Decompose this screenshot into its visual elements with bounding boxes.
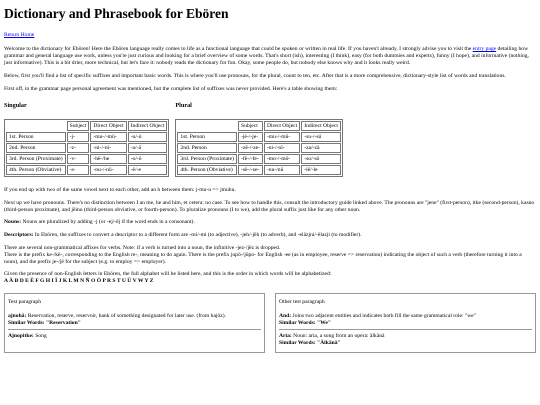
dictionary-entry: [8, 333, 261, 340]
table-cell: -j-: [67, 132, 90, 142]
descriptors-text: In Ebören, the suffixes to convert a descriptor to a different form are -mi/-mi (to adjective), -jeh/-jëh (to adverb), and -eläzjni/-ëlazji (to modifier).: [33, 232, 362, 239]
left-test-box: [4, 293, 265, 353]
table-row: [6, 132, 167, 142]
table-row: [177, 154, 341, 164]
alphabet-paragraph: [4, 271, 536, 285]
table-row: [6, 143, 167, 153]
table-cell: 2nd. Person: [6, 143, 66, 153]
table-cell: -mu-/-mü-: [90, 132, 126, 142]
table-row: [177, 143, 341, 153]
table-cell: 3rd. Person (Proximate): [6, 154, 66, 164]
entry-page-link[interactable]: entry page: [472, 46, 497, 53]
table-cell: -hë-/he: [90, 154, 126, 164]
descriptors-label: Descriptors:: [4, 232, 34, 239]
page-title: Dictionary and Phrasebook for Ebören: [4, 6, 229, 21]
return-home-link[interactable]: Return Home: [4, 32, 35, 39]
table-cell: -su-/-sü: [301, 132, 341, 142]
table-cell: 1st. Person: [177, 132, 237, 142]
dictionary-entry: [279, 313, 532, 331]
similar-words: "We": [315, 319, 332, 326]
test-paragraph-boxes: [4, 293, 536, 353]
singular-block: [4, 102, 169, 177]
similar-words-label: Similar Words:: [279, 340, 316, 347]
table-cell: 1st. Person: [6, 132, 66, 142]
nouns-text: Nouns are pluralized by adding -j (or -ej/-ëj if the word ends in a consonant).: [21, 219, 195, 226]
entry-definition: Song: [33, 333, 47, 340]
table-cell: -v-: [67, 154, 90, 164]
table-header-cell: Direct Object: [90, 121, 126, 131]
table-cell: 3rd. Person (Proximate): [177, 154, 237, 164]
box-caption: Other test paragraph: [279, 299, 325, 306]
suffixes-paragraph: Below, first you'll find a list of specific suffixes and important basic words. This is where you'll use pronouns, for the plural, count to ten, etc. After that is a more comprehensive, dictionary-style list of words and translations.: [4, 72, 506, 79]
table-cell: -so/-sö: [301, 154, 341, 164]
entry-definition: Reservation, reserve, reservoir, bank of something designated for later use. (from hajöz).: [26, 312, 227, 319]
box-caption: Test paragraph: [8, 299, 41, 306]
table-cell: -o/-ö: [128, 154, 168, 164]
entry-word: Aria:: [279, 333, 292, 340]
table-header-cell: Direct Object: [264, 121, 300, 131]
entry-definition: Joins two adjacent entities and indicates both fill the same grammatical role: "we": [291, 312, 477, 319]
table-row: [6, 154, 167, 164]
table-cell: -ë/-e: [128, 165, 168, 175]
table-cell: -a/-ä: [128, 143, 168, 153]
table-cell: -zë-/-ze-: [238, 143, 263, 153]
table-cell: 4th. Person (Obviative): [177, 165, 237, 175]
table-cell: -së-/-se-: [238, 165, 263, 175]
table-header-row: [177, 121, 341, 131]
singular-heading: Singular: [4, 102, 27, 110]
similar-words-label: Similar Words:: [279, 319, 316, 326]
similar-words-label: Similar Words:: [8, 319, 45, 326]
alphabet-letters: A Ä B D E Ë F G H I Ï J K L M N Ñ O Ö P R S T U Ü V W Y Z: [4, 278, 154, 285]
agreement-paragraph: First off, in the grammar page personal agreement was mentioned, but the complete list of suffixes was never provided. Here's a table showing them:: [4, 85, 338, 92]
dictionary-entry: [279, 333, 532, 347]
entry-word: Ajnopitke:: [8, 333, 34, 340]
table-cell: -u/-ü: [128, 132, 168, 142]
suffix-tables: [4, 102, 536, 177]
table-cell: -nu-/nü: [264, 165, 300, 175]
table-cell: -jë-/-je-: [238, 132, 263, 142]
table-cell: 2nd. Person: [177, 143, 237, 153]
table-cell: -lë/-le: [301, 165, 341, 175]
table-cell: -nu-/-nü-: [90, 165, 126, 175]
table-cell: -mu-/-mü-: [264, 132, 300, 142]
table-header-row: [6, 121, 167, 131]
intro-text-before: Welcome to the dictionary for Ebören! Here the Ebören language really comes to life as a functional language that could be spoken or written in real life. If you haven't already, I strongly advise you to visit the: [4, 46, 473, 53]
plural-block: [175, 102, 343, 177]
entry-word: ajnohä:: [8, 312, 27, 319]
table-header-cell: [177, 121, 237, 131]
intro-paragraph: [4, 46, 536, 66]
plural-table: [175, 119, 343, 177]
table-row: [6, 165, 167, 175]
table-cell: -mo-/-mö-: [264, 154, 300, 164]
table-cell: -fë-/-fe-: [238, 154, 263, 164]
vowel-rule-paragraph: If you end up with two of the same vowel next to each other, add an h between them: j-mu-u => jmuhu.: [4, 186, 236, 193]
singular-table: [4, 119, 169, 177]
table-header-cell: Subject: [67, 121, 90, 131]
plural-heading: Plural: [175, 102, 192, 110]
table-cell: -ni-/-nï-: [90, 143, 126, 153]
table-row: [177, 165, 341, 175]
entry-word: And:: [279, 312, 292, 319]
table-row: [177, 132, 341, 142]
entry-definition: Noun: aria, a song from an opera: älkänä: [291, 333, 385, 340]
intro-text-after: detailing how grammar and general language use work, unless you're just curious and looking for a brief overview of some words. That's short (ish), interesting (I think), easy (for both dummies and experts), funny (I hope), and informative (nothing, just informative). This is a bit drier, more technical, but let's face it: nobody reads the dictionary for fun. Okay, some people do, but nobody else knows why and it looks really weird.: [4, 46, 529, 66]
similar-words: "Reservation": [44, 319, 81, 326]
table-header-cell: [6, 121, 66, 131]
pronouns-paragraph: Next up we have pronouns. There's no distinction between I an me, he and him, et cetera: no case. To see how to handle this, consult the introductory guide linked above. The pronouns are "jene" (first-person), itke (second-person), kasno (third-person proximate), and jëinu (third-person obviative, or fourth-person). To pluralize pronouns (I to we), add the plural suffix just like for any other noun.: [4, 199, 535, 213]
table-cell: 4th. Person (Obviative): [6, 165, 66, 175]
alphabet-intro: Given the presence of non-English letters in Ebören, the full alphabet will be listed here, and this is the order in which words will be alphabetized:: [4, 271, 332, 278]
right-test-box: [275, 293, 536, 353]
dictionary-entry: [8, 313, 261, 331]
nouns-paragraph: [4, 219, 536, 226]
verbs-paragraph: [4, 245, 536, 265]
table-header-cell: Indirect Object: [128, 121, 168, 131]
table-cell: -z-: [67, 143, 90, 153]
table-cell: -za/-zä: [301, 143, 341, 153]
table-header-cell: Indirect Object: [301, 121, 341, 131]
table-cell: -s-: [67, 165, 90, 175]
table-header-cell: Subject: [238, 121, 263, 131]
verbs-line: There are several non-grammatical affixes for verbs. Note: if a verb is turned into a noun, the infinitive -jez-/jëz is dropped.: [4, 244, 281, 251]
similar-words: "Älkänä": [315, 340, 341, 347]
table-cell: -ni-/-nï-: [264, 143, 300, 153]
nouns-label: Nouns:: [4, 219, 22, 226]
verbs-line: There is the prefix ke-/kë-, corresponding to the English re-, meaning to do again. There is the prefix jupö-/jüpo- for English -ee (as in employee, reserve => reservation) indicating the object of such a verb (therefore turning it into a noun), and the prefix je-/jë for the subject (e.g. to employ => employer).: [4, 251, 522, 265]
descriptors-paragraph: [4, 232, 536, 239]
